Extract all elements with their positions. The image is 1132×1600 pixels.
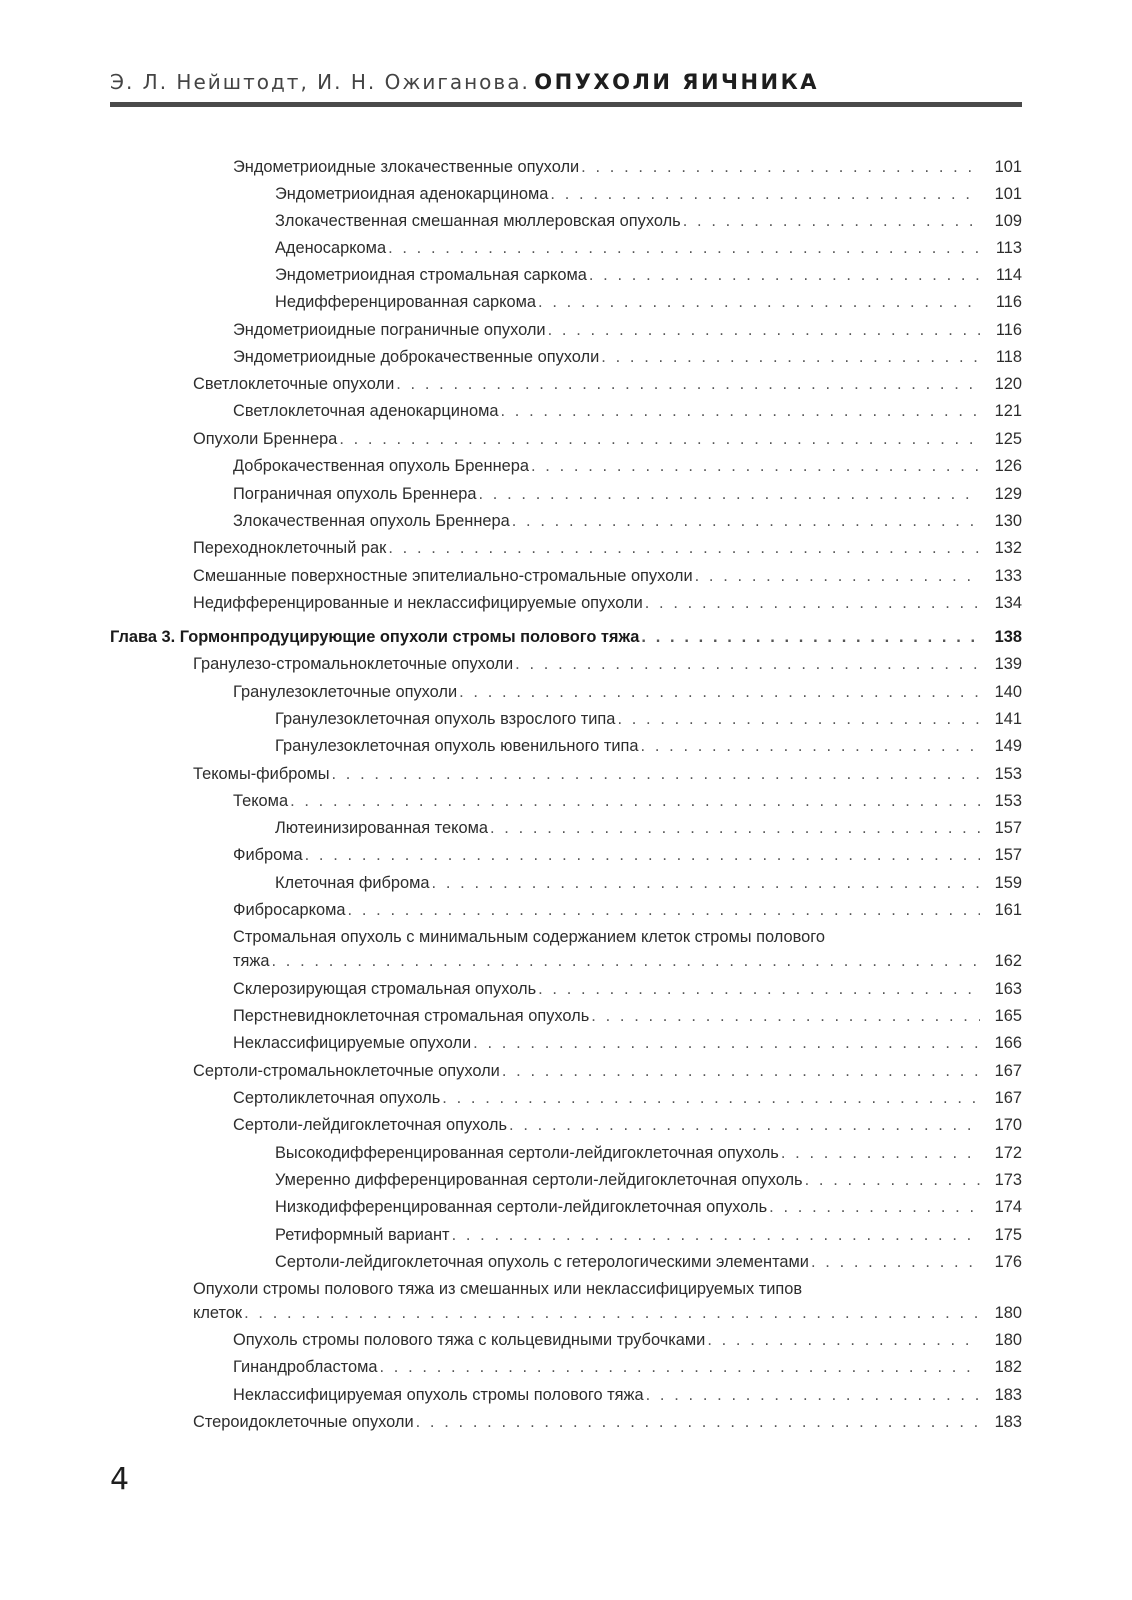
toc-entry [110,180,1022,208]
toc-entry-title: клеток [193,1304,243,1322]
toc-entry-page: 129 [994,485,1022,503]
toc-entry-title: Гинандробластома [233,1358,378,1376]
toc-entry-title: Эндометриоидные злокачественные опухоли [233,158,580,176]
toc-entry-page: 113 [995,239,1022,257]
toc-entry [110,452,1022,480]
toc-entry-page: 126 [994,457,1022,475]
toc-entry-title: Умеренно дифференцированная сертоли-лейдигоклеточная опухоль [275,1171,803,1189]
toc-entry-page: 149 [994,737,1022,755]
toc-entry-title: Фибросаркома [233,901,346,919]
dot-leader [695,562,980,590]
toc-entry-title: Текома [233,792,289,810]
dot-leader [388,234,980,262]
toc-entry [110,787,1022,815]
dot-leader [379,1353,980,1381]
toc-entry [110,534,1022,562]
toc-entry-title: Эндометриоидная стромальная саркома [275,266,587,284]
toc-entry [110,370,1022,398]
header-book-title: ОПУХОЛИ ЯИЧНИКА [534,70,820,94]
dot-leader [811,1248,980,1276]
dot-leader [805,1166,980,1194]
toc-entry-title: Гранулезоклеточные опухоли [233,683,458,701]
toc-entry-title: Эндометриоидные пограничные опухоли [233,321,546,339]
toc-entry-title: Неклассифицируемая опухоль стромы полового тяжа [233,1386,644,1404]
toc-entry [110,1029,1022,1057]
toc-entry-title: Гранулезо-стромальноклеточные опухоли [193,655,514,673]
toc-entry [110,814,1022,842]
toc-entry-page: 134 [994,594,1022,612]
toc-entry-title: Злокачественная смешанная мюллеровская опухоль [275,212,681,230]
toc-entry-title: Опухоль стромы полового тяжа с кольцевидными трубочками [233,1331,706,1349]
toc-entry-page: 159 [994,874,1022,892]
toc-entry-title: Аденосаркома [275,239,387,257]
toc-entry-title: Клеточная фиброма [275,874,430,892]
toc-entry-title: Высокодифференцированная сертоли-лейдигоклеточная опухоль [275,1144,779,1162]
toc-entry-title: Глава 3. Гормонпродуцирующие опухоли стромы полового тяжа [110,628,640,646]
toc-entry [110,1166,1022,1194]
toc-entry-page: 180 [994,1331,1022,1349]
toc-entry-page: 161 [994,901,1022,919]
dot-leader [707,1326,980,1354]
toc-entry-page: 101 [994,185,1022,203]
toc-entry-title: Склерозирующая стромальная опухоль [233,980,537,998]
dot-leader [781,1139,980,1167]
toc-entry-page: 173 [994,1171,1022,1189]
toc-entry-title: Опухоли Бреннера [193,430,338,448]
toc-entry [110,1057,1022,1085]
dot-leader [432,869,980,897]
toc-entry-title: Переходноклеточный рак [193,539,387,557]
toc-entry-page: 116 [995,293,1022,311]
toc-entry [110,397,1022,425]
dot-leader [500,397,980,425]
toc-entry [110,425,1022,453]
toc-entry-title-line1: Опухоли стромы полового тяжа из смешанных или неклассифицируемых типов [193,1280,803,1298]
toc-entry [110,1248,1022,1276]
toc-entry-page: 133 [994,567,1022,585]
dot-leader [617,705,980,733]
toc-entry [110,1408,1022,1436]
toc-entry [110,343,1022,371]
toc-entry-title: Эндометриоидные доброкачественные опухоли [233,348,600,366]
toc-entry [110,928,1022,975]
toc-entry-title: Текомы-фибромы [193,765,330,783]
toc-entry-page: 167 [994,1089,1022,1107]
toc-entry-page: 101 [994,158,1022,176]
dot-leader [473,1029,980,1057]
table-of-contents [110,0,1022,1600]
toc-entry [110,1326,1022,1354]
toc-entry [110,316,1022,344]
toc-entry [110,732,1022,760]
toc-entry-title-line1: Стромальная опухоль с минимальным содержанием клеток стромы полового [233,928,826,946]
toc-entry-page: 141 [994,710,1022,728]
toc-entry [110,869,1022,897]
toc-entry [110,1111,1022,1139]
dot-leader [601,343,980,371]
toc-entry-title: Недифференцированные и неклассифицируемые опухоли [193,594,643,612]
toc-entry-page: 138 [994,628,1022,646]
toc-entry-title: Пограничная опухоль Бреннера [233,485,477,503]
dot-leader [646,1381,980,1409]
toc-entry-page: 125 [994,430,1022,448]
toc-entry-page: 174 [994,1198,1022,1216]
dot-leader [332,760,981,788]
dot-leader [538,288,980,316]
toc-entry-title: Светлоклеточные опухоли [193,375,395,393]
toc-entry [110,1193,1022,1221]
toc-entry-title: Смешанные поверхностные эпителиально-стромальные опухоли [193,567,693,585]
dot-leader [509,1111,980,1139]
toc-entry-page: 120 [994,375,1022,393]
toc-entry-title: Низкодифференцированная сертоли-лейдигоклеточная опухоль [275,1198,768,1216]
dot-leader [645,589,980,617]
toc-entry-page: 153 [994,792,1022,810]
dot-leader [396,370,980,398]
toc-chapter-entry [110,623,1022,651]
dot-leader [490,814,980,842]
toc-entry-page: 153 [994,765,1022,783]
toc-entry-page: 163 [994,980,1022,998]
toc-entry [110,562,1022,590]
toc-entry-page: 132 [994,539,1022,557]
dot-leader [548,316,980,344]
toc-entry [110,507,1022,535]
toc-entry-title: Ретиформный вариант [275,1226,450,1244]
dot-leader [512,507,980,535]
page-number: 4 [110,1462,130,1497]
toc-entry-page: 121 [994,402,1022,420]
dot-leader [459,678,980,706]
toc-entry-title: Фиброма [233,846,303,864]
toc-entry-page: 157 [994,846,1022,864]
toc-entry-page: 182 [994,1358,1022,1376]
toc-entry [110,480,1022,508]
dot-leader [271,947,980,975]
toc-entry-title: Недифференцированная саркома [275,293,537,311]
toc-entry-page: 175 [994,1226,1022,1244]
dot-leader [305,841,980,869]
toc-entry-page: 183 [994,1386,1022,1404]
toc-entry-title: Лютеинизированная текома [275,819,488,837]
toc-entry-page: 166 [994,1034,1022,1052]
toc-entry-page: 172 [994,1144,1022,1162]
dot-leader [452,1221,980,1249]
dot-leader [339,425,980,453]
dot-leader [641,623,980,651]
dot-leader [515,650,980,678]
toc-entry-title: Гранулезоклеточная опухоль взрослого типа [275,710,616,728]
toc-entry-title: Стероидоклеточные опухоли [193,1413,414,1431]
toc-entry-title: Злокачественная опухоль Бреннера [233,512,510,530]
toc-entry [110,678,1022,706]
toc-entry [110,975,1022,1003]
toc-entry-page: 180 [994,1304,1022,1322]
toc-entry-page: 157 [994,819,1022,837]
dot-leader [538,975,980,1003]
toc-entry [110,288,1022,316]
dot-leader [683,207,980,235]
toc-entry [110,261,1022,289]
toc-entry-page: 167 [994,1062,1022,1080]
dot-leader [416,1408,980,1436]
dot-leader [550,180,980,208]
toc-entry-page: 162 [994,952,1022,970]
toc-entry-page: 183 [994,1413,1022,1431]
dot-leader [388,534,980,562]
toc-entry-title: Гранулезоклеточная опухоль ювенильного типа [275,737,639,755]
toc-entry [110,1221,1022,1249]
toc-entry-page: 140 [994,683,1022,701]
toc-entry [110,207,1022,235]
toc-entry-title: Сертоли-лейдигоклеточная опухоль [233,1116,508,1134]
toc-entry [110,153,1022,181]
toc-entry [110,1353,1022,1381]
toc-entry-page: 165 [994,1007,1022,1025]
toc-entry [110,760,1022,788]
toc-entry-page: 139 [994,655,1022,673]
toc-entry [110,1139,1022,1167]
toc-entry-page: 114 [995,266,1022,284]
toc-entry-title: Сертоликлеточная опухоль [233,1089,441,1107]
toc-entry-title: Неклассифицируемые опухоли [233,1034,472,1052]
toc-entry-page: 118 [995,348,1022,366]
toc-entry-page: 116 [995,321,1022,339]
toc-entry-title: Светлоклеточная аденокарцинома [233,402,499,420]
toc-entry-title: Эндометриоидная аденокарцинома [275,185,549,203]
dot-leader [591,1002,980,1030]
toc-entry [110,705,1022,733]
toc-entry [110,1280,1022,1327]
dot-leader [442,1084,980,1112]
toc-entry-title: Перстневидноклеточная стромальная опухоль [233,1007,590,1025]
toc-entry [110,650,1022,678]
toc-entry-page: 176 [994,1253,1022,1271]
dot-leader [769,1193,980,1221]
toc-entry [110,1084,1022,1112]
dot-leader [502,1057,980,1085]
toc-entry [110,1002,1022,1030]
toc-entry [110,841,1022,869]
toc-entry [110,589,1022,617]
dot-leader [479,480,981,508]
toc-entry-page: 170 [994,1116,1022,1134]
dot-leader [641,732,980,760]
toc-entry-title: Сертоли-лейдигоклеточная опухоль с гетерологическими элементами [275,1253,809,1271]
toc-entry-title: Доброкачественная опухоль Бреннера [233,457,529,475]
dot-leader [531,452,980,480]
toc-entry [110,1381,1022,1409]
dot-leader [244,1299,980,1327]
toc-entry [110,896,1022,924]
dot-leader [589,261,980,289]
toc-entry-page: 130 [994,512,1022,530]
dot-leader [581,153,980,181]
toc-entry [110,234,1022,262]
toc-entry-title: тяжа [233,952,270,970]
dot-leader [290,787,980,815]
dot-leader [348,896,980,924]
toc-entry-page: 109 [994,212,1022,230]
toc-entry-title: Сертоли-стромальноклеточные опухоли [193,1062,500,1080]
header-authors: Э. Л. Нейштодт, И. Н. Ожиганова. [110,70,530,94]
